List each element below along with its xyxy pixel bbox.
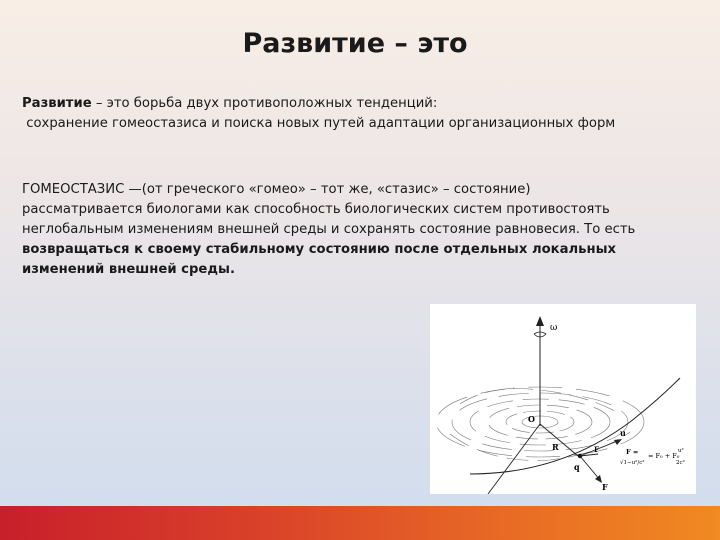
- definition-paragraph: [22, 94, 702, 134]
- footer-bar: [0, 506, 720, 540]
- formula-right: = F₀ + F₀: [648, 452, 680, 460]
- rotating-frame-diagram: [430, 304, 696, 494]
- force-0-vector: [580, 456, 600, 480]
- omega-label: ω: [550, 323, 558, 333]
- homeostasis-line-4: возвращаться к своему стабильному состоянию после отдельных локальных: [22, 242, 617, 257]
- homeostasis-line-3: неглобальным изменениям внешней среды и сохранять состояние равновесия. То есть: [22, 222, 636, 237]
- force-0-label: F: [602, 482, 608, 492]
- force-0-arrow-icon: [595, 475, 602, 483]
- physics-diagram: [430, 304, 696, 494]
- definition-line-1: [22, 94, 702, 114]
- formula-frac-top: u²: [678, 448, 684, 454]
- formula-left: F =: [626, 448, 639, 456]
- velocity-label: u: [620, 428, 626, 438]
- definition-term: Развитие: [22, 96, 92, 111]
- definition-text: – это борьба двух противоположных тенденций:: [91, 96, 438, 111]
- diagonal-line: [488, 424, 540, 494]
- formula-frac-bottom: 2c²: [676, 460, 685, 466]
- homeostasis-paragraph: [22, 180, 702, 280]
- definition-line-2: сохранение гомеостазиса и поиска новых путей адаптации организационных форм: [22, 116, 616, 131]
- slide-title: Развитие – это: [242, 28, 468, 59]
- homeostasis-line-2: рассматривается биологами как способность биологических систем противостоять: [22, 202, 610, 217]
- origin-label: O: [528, 414, 535, 424]
- radius-label: R: [552, 442, 559, 452]
- formula-sqrt: √1−u²/c²: [620, 460, 645, 466]
- force-c-label: F: [594, 445, 599, 454]
- velocity-vector: [580, 440, 620, 456]
- axis-arrow-icon: [536, 316, 544, 326]
- homeostasis-line-5: изменений внешней среды.: [22, 262, 235, 277]
- charge-label: q: [574, 462, 580, 472]
- velocity-arrow-icon: [614, 439, 622, 445]
- homeostasis-line-1: ГОМЕОСТАЗИС —(от греческого «гомео» – тот же, «стазис» – состояние): [22, 182, 531, 197]
